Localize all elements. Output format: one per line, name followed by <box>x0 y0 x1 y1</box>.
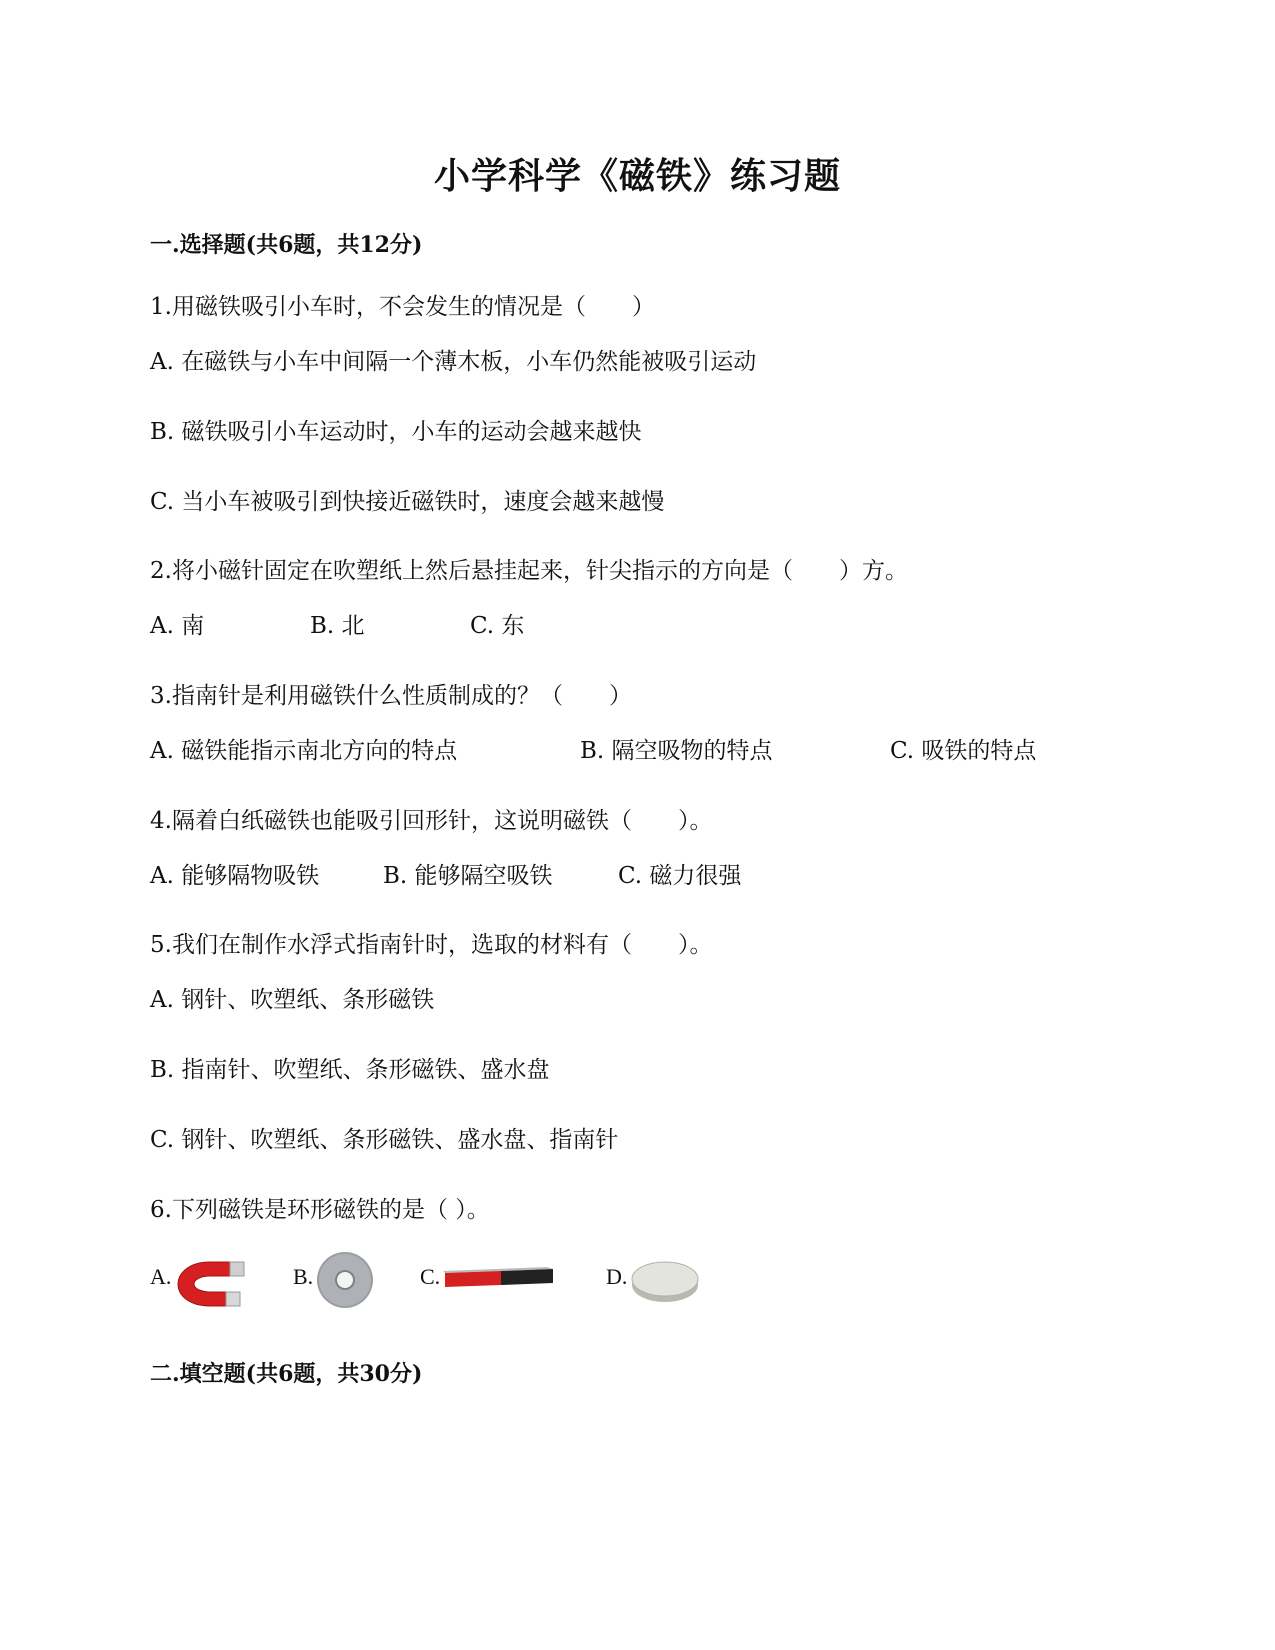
q6-option-b-label[interactable]: B. <box>293 1264 314 1289</box>
q5-option-c[interactable]: C. 钢针、吹塑纸、条形磁铁、盛水盘、指南针 <box>150 1127 619 1153</box>
q1-option-b[interactable]: B. 磁铁吸引小车运动时，小车的运动会越来越快 <box>150 419 642 445</box>
q5-option-a[interactable]: A. 钢针、吹塑纸、条形磁铁 <box>150 987 435 1013</box>
page-title: 小学科学《磁铁》练习题 <box>433 155 841 197</box>
q2-option-a[interactable]: A. 南 <box>150 613 205 639</box>
ring-magnet-icon[interactable] <box>315 1250 375 1310</box>
q2-option-c[interactable]: C. 东 <box>470 613 525 639</box>
horseshoe-magnet-icon[interactable] <box>170 1252 254 1310</box>
section-heading-fill: 二.填空题(共6题，共30分) <box>150 1361 423 1387</box>
q3-option-a[interactable]: A. 磁铁能指示南北方向的特点 <box>150 738 458 764</box>
q6-option-a-label[interactable]: A. <box>150 1264 172 1289</box>
section-heading-choice: 一.选择题(共6题，共12分) <box>150 232 423 258</box>
q6-option-d-label[interactable]: D. <box>606 1264 628 1289</box>
q2-option-b[interactable]: B. 北 <box>310 613 365 639</box>
question-2: 2.将小磁针固定在吹塑纸上然后悬挂起来，针尖指示的方向是（ ）方。 <box>150 558 908 584</box>
q1-option-c[interactable]: C. 当小车被吸引到快接近磁铁时，速度会越来越慢 <box>150 489 665 515</box>
question-4: 4.隔着白纸磁铁也能吸引回形针，这说明磁铁（ ）。 <box>150 808 713 834</box>
q5-option-b[interactable]: B. 指南针、吹塑纸、条形磁铁、盛水盘 <box>150 1057 550 1083</box>
disc-magnet-icon[interactable] <box>630 1258 700 1304</box>
q4-option-b[interactable]: B. 能够隔空吸铁 <box>383 863 553 889</box>
q3-option-c[interactable]: C. 吸铁的特点 <box>890 738 1037 764</box>
q4-option-a[interactable]: A. 能够隔物吸铁 <box>150 863 320 889</box>
question-1: 1.用磁铁吸引小车时，不会发生的情况是（ ） <box>150 294 655 320</box>
question-3: 3.指南针是利用磁铁什么性质制成的？（ ） <box>150 683 632 709</box>
q3-option-b[interactable]: B. 隔空吸物的特点 <box>580 738 773 764</box>
bar-magnet-icon[interactable] <box>443 1267 555 1289</box>
q6-option-c-label[interactable]: C. <box>420 1264 441 1289</box>
question-5: 5.我们在制作水浮式指南针时，选取的材料有（ ）。 <box>150 932 713 958</box>
question-6: 6.下列磁铁是环形磁铁的是（ ）。 <box>150 1197 490 1223</box>
q1-option-a[interactable]: A. 在磁铁与小车中间隔一个薄木板，小车仍然能被吸引运动 <box>150 349 757 375</box>
q4-option-c[interactable]: C. 磁力很强 <box>618 863 742 889</box>
